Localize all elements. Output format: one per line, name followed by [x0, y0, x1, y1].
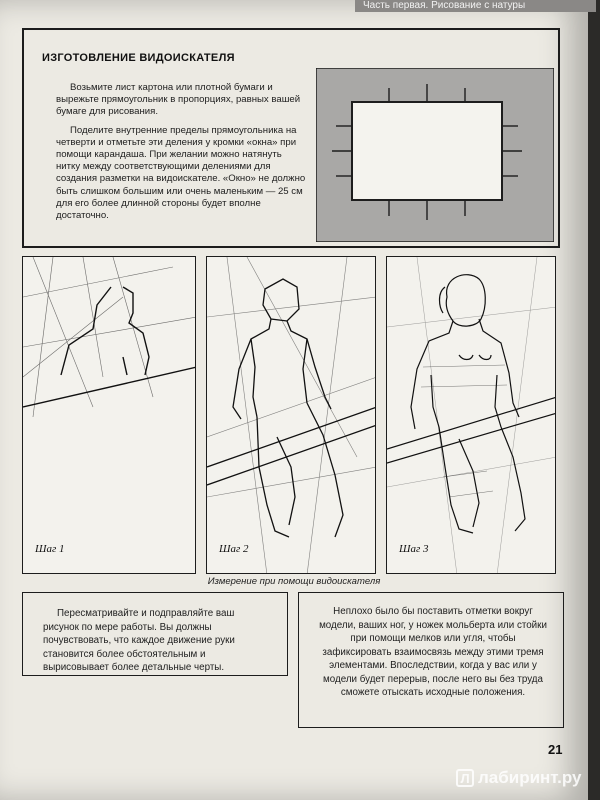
step-2-panel [206, 256, 376, 574]
step-label: Шаг 1 [35, 543, 65, 555]
tip-text: Неплохо было бы поставить отметки вокруг модели, ваших ног, у ножек мольберта или стойки при помощи мелков или угля, чтобы зафиксировать взаимосвязь между этими тремя элементами. Впоследствии, когда у вас или у модели будет перерыв, после него вы без труда сможете отыскать исходные положения. [319, 606, 547, 698]
step-label: Шаг 3 [399, 543, 429, 555]
tip-box-left [22, 592, 288, 676]
step-3-panel [386, 256, 556, 574]
tip-text: Пересматривайте и подправляйте ваш рисунок по мере работы. Вы должны почувствовать, что каждое движение руки становится более обстоятельным и вырисовывает более детальные черты. [43, 608, 235, 673]
figure-caption: Измерение при помощи видоискателя [207, 576, 381, 587]
sidebar-paragraph: Поделите внутренние пределы прямоугольника на четверти и отметьте эти деления у кромки «окна» при помощи карандаша. При желании можно натянуть нитку между соответствующими делениями для создания разметки на видоискателе. «Окно» не должно быть слишком большим или очень маленьким — 25 см для его более длинной стороны будет вполне достаточно. [56, 124, 306, 222]
labirint-logo-icon: Л [456, 769, 474, 787]
page-number: 21 [548, 742, 563, 757]
step-2-sketch [207, 257, 376, 574]
sidebar-title: ИЗГОТОВЛЕНИЕ ВИДОИСКАТЕЛЯ [42, 52, 235, 64]
watermark [456, 764, 596, 792]
step-3-sketch [387, 257, 556, 574]
sidebar-paragraph: Возьмите лист картона или плотной бумаги и вырежьте прямоугольник в пропорциях, равных вашей бумаге для рисования. [56, 82, 301, 118]
step-1-panel [22, 256, 196, 574]
watermark-text: лабиринт.ру [478, 768, 582, 787]
sidebar-text [56, 82, 306, 228]
step-1-sketch [23, 257, 196, 574]
viewfinder-sidebar [22, 28, 560, 248]
tip-box-right [298, 592, 564, 728]
running-head: Часть первая. Рисование с натуры [355, 0, 596, 12]
viewfinder-illustration [316, 68, 554, 242]
step-label: Шаг 2 [219, 543, 249, 555]
